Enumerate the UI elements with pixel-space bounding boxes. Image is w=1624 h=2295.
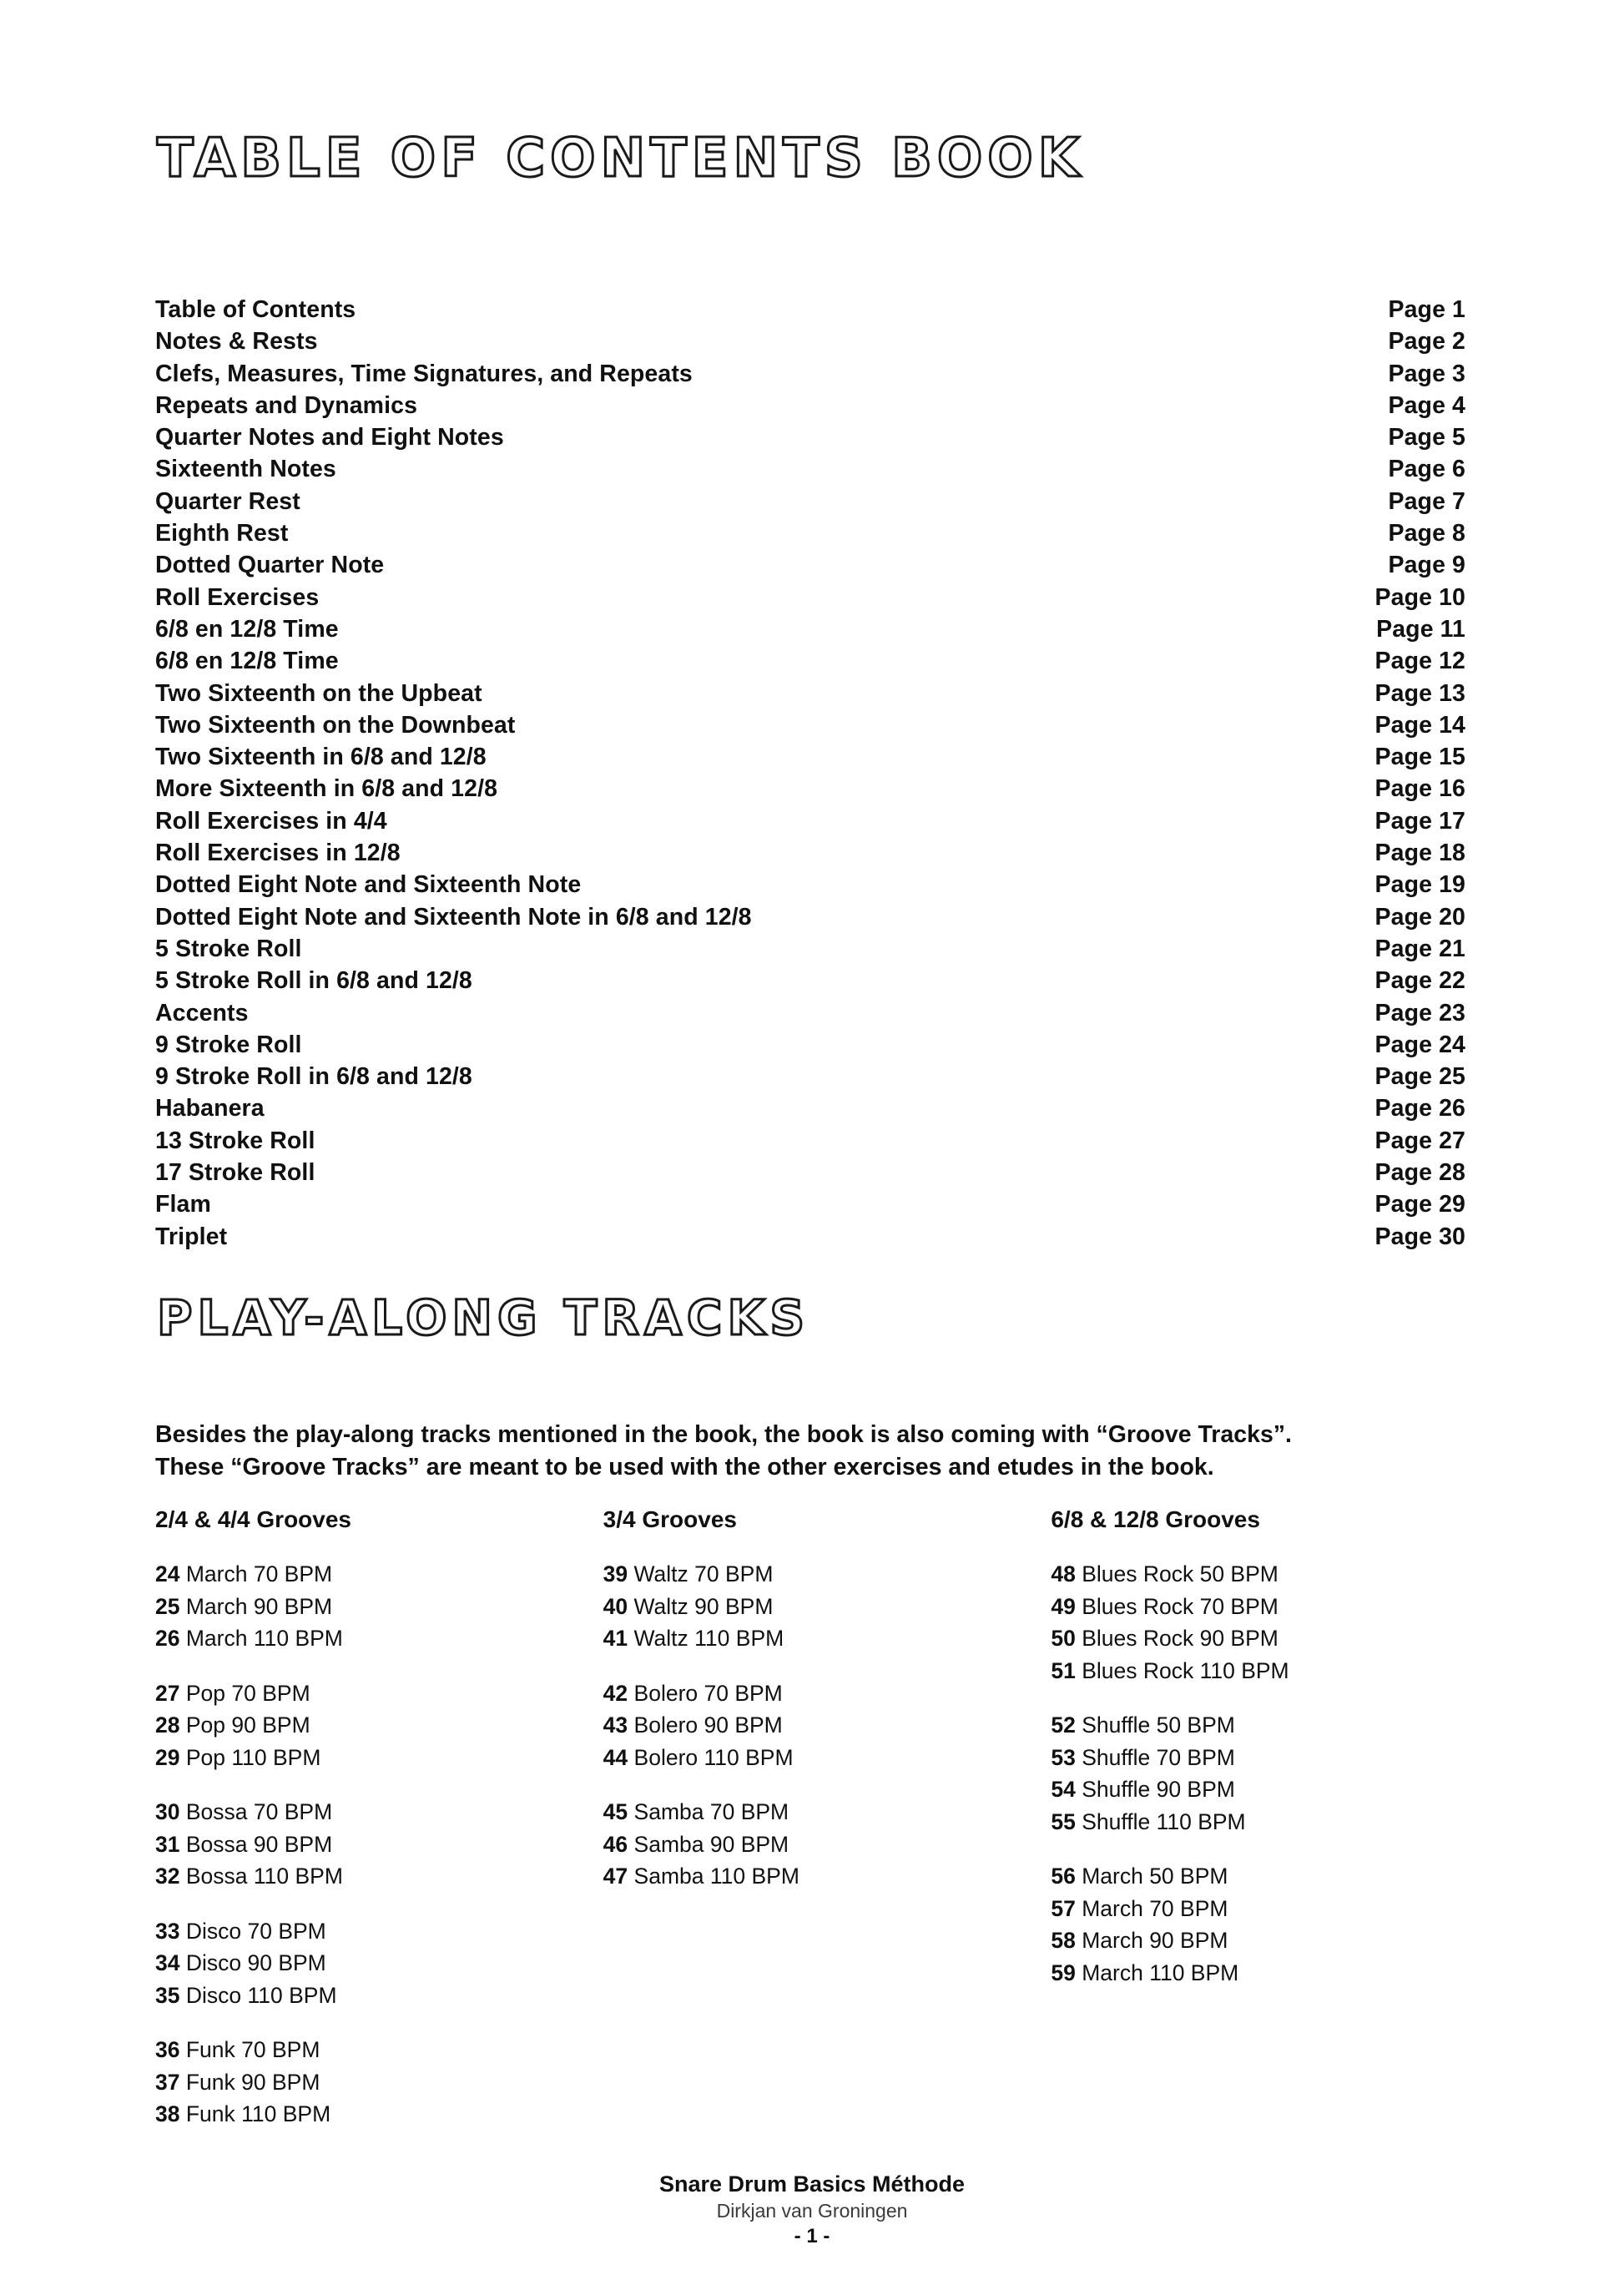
toc-entry-title: 6/8 en 12/8 Time: [155, 648, 339, 675]
track-number: 39: [603, 1561, 628, 1586]
toc-entry-page: Page 3: [1388, 360, 1465, 387]
list-item: [603, 1558, 1052, 1591]
track-number: 29: [155, 1744, 180, 1770]
groove-group: [603, 1677, 1052, 1774]
groove-column-title: 3/4 Grooves: [603, 1506, 737, 1532]
toc-entry-page: Page 14: [1374, 711, 1465, 739]
track-number: 41: [603, 1626, 628, 1651]
list-item: [1051, 1773, 1499, 1806]
table-row: [155, 1029, 1465, 1061]
table-row: [155, 453, 1465, 485]
toc-entry-title: Triplet: [155, 1223, 228, 1250]
track-number: 55: [1051, 1808, 1076, 1834]
list-item: [155, 1742, 603, 1774]
track-number: 30: [155, 1799, 180, 1824]
track-number: 48: [1051, 1561, 1076, 1586]
list-item: [1051, 1806, 1499, 1839]
track-number: 46: [603, 1831, 628, 1857]
toc-entry-title: 17 Stroke Roll: [155, 1159, 315, 1187]
table-row: [155, 1221, 1465, 1253]
toc-entry-page: Page 28: [1374, 1159, 1465, 1187]
toc-entry-page: Page 27: [1374, 1127, 1465, 1154]
toc-entry-title: 6/8 en 12/8 Time: [155, 615, 339, 643]
toc-entry-page: Page 16: [1374, 775, 1465, 803]
list-item: [1051, 1860, 1499, 1893]
track-number: 50: [1051, 1626, 1076, 1651]
toc-entry-page: Page 22: [1374, 967, 1465, 995]
toc-entry-title: 9 Stroke Roll: [155, 1031, 302, 1058]
toc-entry-title: Dotted Eight Note and Sixteenth Note: [155, 871, 582, 899]
table-row: [155, 869, 1465, 900]
list-item: [155, 1622, 603, 1655]
list-item: [155, 1558, 603, 1591]
track-label: Blues Rock 50 BPM: [1082, 1561, 1279, 1586]
track-label: Pop 110 BPM: [185, 1744, 321, 1770]
track-label: March 90 BPM: [1082, 1928, 1228, 1953]
table-row: [155, 421, 1465, 453]
toc-entry-title: Clefs, Measures, Time Signatures, and Repeats: [155, 360, 693, 387]
track-number: 59: [1051, 1960, 1076, 1985]
track-label: Bolero 70 BPM: [633, 1680, 783, 1706]
table-row: [155, 294, 1465, 325]
track-number: 35: [155, 1982, 180, 2008]
track-label: Pop 70 BPM: [185, 1680, 310, 1706]
toc-entry-title: Dotted Quarter Note: [155, 552, 385, 579]
track-label: Disco 90 BPM: [185, 1950, 326, 1975]
track-label: Shuffle 70 BPM: [1082, 1744, 1235, 1770]
toc-entry-title: Roll Exercises in 4/4: [155, 807, 387, 835]
list-item: [155, 2098, 603, 2131]
track-label: Disco 70 BPM: [185, 1918, 326, 1944]
toc-entry-title: 5 Stroke Roll in 6/8 and 12/8: [155, 967, 472, 995]
table-row: [155, 805, 1465, 837]
list-item: [603, 1828, 1052, 1861]
table-row: [155, 997, 1465, 1029]
toc-entry-title: Notes & Rests: [155, 328, 318, 356]
table-row: [155, 709, 1465, 741]
footer-author: Dirkjan van Groningen: [716, 2200, 908, 2222]
groove-group: [155, 1677, 603, 1774]
list-item: [1051, 1655, 1499, 1687]
track-label: Funk 70 BPM: [185, 2037, 320, 2062]
track-number: 58: [1051, 1928, 1076, 1953]
table-row: [155, 1188, 1465, 1220]
toc-entry-page: Page 9: [1388, 552, 1465, 579]
list-item: [155, 1915, 603, 1948]
toc-entry-page: Page 26: [1374, 1095, 1465, 1122]
track-label: Bolero 110 BPM: [633, 1744, 794, 1770]
list-item: [155, 1860, 603, 1893]
track-label: Funk 90 BPM: [185, 2069, 320, 2095]
groove-group: [603, 1558, 1052, 1655]
intro-line-1: Besides the play-along tracks mentioned in the book, the book is also coming with “Groove Tracks”.: [155, 1421, 1292, 1448]
groove-track-columns: [155, 1506, 1499, 2153]
list-item: [603, 1860, 1052, 1893]
track-label: Bossa 110 BPM: [185, 1864, 343, 1889]
toc-entry-title: Accents: [155, 999, 249, 1026]
track-number: 51: [1051, 1657, 1076, 1683]
toc-entry-title: Two Sixteenth on the Downbeat: [155, 711, 516, 739]
groove-group: [155, 1915, 603, 2012]
table-row: [155, 486, 1465, 517]
track-label: Bossa 90 BPM: [185, 1831, 333, 1857]
track-label: March 110 BPM: [185, 1626, 343, 1651]
toc-entry-page: Page 17: [1374, 807, 1465, 835]
track-label: Shuffle 90 BPM: [1082, 1777, 1235, 1802]
track-label: March 50 BPM: [1082, 1864, 1228, 1889]
table-row: [155, 645, 1465, 677]
track-label: March 70 BPM: [1082, 1895, 1228, 1921]
toc-entry-page: Page 19: [1374, 871, 1465, 899]
list-item: [1051, 1742, 1499, 1774]
track-label: Bolero 90 BPM: [633, 1712, 783, 1738]
list-item: [1051, 1957, 1499, 1990]
toc-entry-title: Habanera: [155, 1095, 265, 1122]
track-number: 28: [155, 1712, 180, 1738]
toc-entry-title: 9 Stroke Roll in 6/8 and 12/8: [155, 1063, 472, 1091]
toc-entry-title: Two Sixteenth in 6/8 and 12/8: [155, 744, 487, 771]
groove-column: [155, 1506, 603, 2153]
track-label: Pop 90 BPM: [185, 1712, 310, 1738]
toc-entry-page: Page 2: [1388, 328, 1465, 356]
groove-group: [603, 1796, 1052, 1893]
track-number: 44: [603, 1744, 628, 1770]
track-number: 27: [155, 1680, 180, 1706]
table-row: [155, 837, 1465, 869]
groove-column-title: 2/4 & 4/4 Grooves: [155, 1506, 352, 1532]
groove-group: [155, 1558, 603, 1655]
track-number: 47: [603, 1864, 628, 1889]
track-number: 57: [1051, 1895, 1076, 1921]
toc-entry-page: Page 21: [1374, 935, 1465, 962]
track-label: Waltz 110 BPM: [633, 1626, 784, 1651]
toc-entry-page: Page 4: [1388, 391, 1465, 419]
toc-entry-page: Page 6: [1388, 456, 1465, 483]
list-item: [155, 1796, 603, 1828]
table-row: [155, 390, 1465, 421]
table-row: [155, 933, 1465, 965]
table-row: [155, 1061, 1465, 1092]
toc-entry-page: Page 30: [1374, 1223, 1465, 1250]
track-label: Shuffle 110 BPM: [1082, 1808, 1246, 1834]
groove-group: [155, 2034, 603, 2131]
track-label: Blues Rock 70 BPM: [1082, 1593, 1279, 1619]
groove-column: [1051, 1506, 1499, 2153]
list-item: [1051, 1558, 1499, 1591]
groove-group: [1051, 1860, 1499, 1989]
groove-group: [155, 1796, 603, 1893]
list-item: [1051, 1709, 1499, 1742]
toc-entry-title: Eighth Rest: [155, 520, 289, 547]
list-item: [1051, 1622, 1499, 1655]
list-item: [155, 1828, 603, 1861]
table-row: [155, 965, 1465, 996]
track-number: 31: [155, 1831, 180, 1857]
play-along-intro: [155, 1419, 1474, 1484]
table-row: [155, 678, 1465, 709]
toc-entry-title: Dotted Eight Note and Sixteenth Note in 6/8 and 12/8: [155, 903, 752, 931]
toc-entry-title: 5 Stroke Roll: [155, 935, 302, 962]
page-footer: [0, 2170, 1624, 2250]
groove-group: [1051, 1558, 1499, 1687]
toc-entry-page: Page 25: [1374, 1063, 1465, 1091]
toc-entry-page: Page 10: [1374, 583, 1465, 611]
track-number: 56: [1051, 1864, 1076, 1889]
track-number: 32: [155, 1864, 180, 1889]
toc-entry-page: Page 11: [1376, 615, 1465, 643]
toc-entry-page: Page 13: [1374, 679, 1465, 707]
list-item: [603, 1677, 1052, 1710]
track-label: Funk 110 BPM: [185, 2101, 331, 2126]
track-label: Samba 70 BPM: [633, 1799, 789, 1824]
track-label: March 90 BPM: [185, 1593, 333, 1619]
toc-entry-title: Roll Exercises in 12/8: [155, 840, 401, 867]
track-label: Samba 90 BPM: [633, 1831, 789, 1857]
list-item: [155, 2034, 603, 2066]
groove-group: [1051, 1709, 1499, 1838]
track-number: 25: [155, 1593, 180, 1619]
track-number: 36: [155, 2037, 180, 2062]
table-of-contents-list: [155, 294, 1465, 1253]
table-row: [155, 741, 1465, 773]
table-row: [155, 549, 1465, 581]
table-row: [155, 773, 1465, 805]
table-row: [155, 613, 1465, 645]
list-item: [1051, 1591, 1499, 1623]
section-title-play-along-tracks: PLAY-ALONG TRACKS: [157, 1289, 810, 1346]
table-row: [155, 358, 1465, 390]
track-number: 42: [603, 1680, 628, 1706]
list-item: [1051, 1924, 1499, 1957]
table-row: [155, 325, 1465, 357]
table-row: [155, 1092, 1465, 1124]
groove-column-title: 6/8 & 12/8 Grooves: [1051, 1506, 1260, 1532]
list-item: [155, 2066, 603, 2099]
track-number: 43: [603, 1712, 628, 1738]
toc-entry-title: Two Sixteenth on the Upbeat: [155, 679, 482, 707]
page-title-table-of-contents: TABLE OF CONTENTS BOOK: [157, 128, 1085, 189]
toc-entry-title: More Sixteenth in 6/8 and 12/8: [155, 775, 498, 803]
track-number: 45: [603, 1799, 628, 1824]
track-number: 54: [1051, 1777, 1076, 1802]
toc-entry-title: Repeats and Dynamics: [155, 391, 418, 419]
track-number: 33: [155, 1918, 180, 1944]
toc-entry-page: Page 20: [1374, 903, 1465, 931]
track-label: Bossa 70 BPM: [185, 1799, 333, 1824]
list-item: [603, 1622, 1052, 1655]
track-number: 34: [155, 1950, 180, 1975]
track-label: Blues Rock 110 BPM: [1082, 1657, 1289, 1683]
track-number: 53: [1051, 1744, 1076, 1770]
track-label: Waltz 70 BPM: [633, 1561, 774, 1586]
track-label: Samba 110 BPM: [633, 1864, 799, 1889]
table-row: [155, 1125, 1465, 1157]
list-item: [603, 1709, 1052, 1742]
toc-entry-page: Page 15: [1374, 744, 1465, 771]
track-label: Shuffle 50 BPM: [1082, 1712, 1235, 1738]
track-number: 40: [603, 1593, 628, 1619]
toc-entry-page: Page 8: [1388, 520, 1465, 547]
track-number: 26: [155, 1626, 180, 1651]
list-item: [155, 1677, 603, 1710]
toc-entry-page: Page 7: [1388, 487, 1465, 515]
track-number: 37: [155, 2069, 180, 2095]
table-row: [155, 517, 1465, 549]
toc-entry-page: Page 18: [1374, 840, 1465, 867]
toc-entry-page: Page 1: [1388, 296, 1465, 323]
track-number: 49: [1051, 1593, 1076, 1619]
table-row: [155, 901, 1465, 933]
list-item: [155, 1709, 603, 1742]
toc-entry-page: Page 23: [1374, 999, 1465, 1026]
intro-line-2: These “Groove Tracks” are meant to be used with the other exercises and etudes in the book.: [155, 1454, 1214, 1480]
toc-entry-page: Page 12: [1374, 648, 1465, 675]
toc-entry-title: Quarter Notes and Eight Notes: [155, 424, 504, 451]
track-label: Blues Rock 90 BPM: [1082, 1626, 1279, 1651]
toc-entry-title: Sixteenth Notes: [155, 456, 336, 483]
track-number: 38: [155, 2101, 180, 2126]
list-item: [1051, 1893, 1499, 1925]
track-label: March 70 BPM: [185, 1561, 333, 1586]
toc-entry-title: Roll Exercises: [155, 583, 320, 611]
list-item: [155, 1947, 603, 1980]
groove-column: [603, 1506, 1052, 2153]
table-row: [155, 582, 1465, 613]
track-number: 24: [155, 1561, 180, 1586]
toc-entry-title: Table of Contents: [155, 296, 356, 323]
list-item: [603, 1796, 1052, 1828]
toc-entry-title: 13 Stroke Roll: [155, 1127, 315, 1154]
track-label: Waltz 90 BPM: [633, 1593, 774, 1619]
toc-entry-title: Flam: [155, 1191, 211, 1218]
list-item: [155, 1591, 603, 1623]
footer-page-number: - 1 -: [794, 2225, 830, 2247]
list-item: [603, 1591, 1052, 1623]
list-item: [155, 1980, 603, 2012]
toc-entry-title: Quarter Rest: [155, 487, 300, 515]
toc-entry-page: Page 24: [1374, 1031, 1465, 1058]
list-item: [603, 1742, 1052, 1774]
toc-entry-page: Page 5: [1388, 424, 1465, 451]
footer-book-title: Snare Drum Basics Méthode: [658, 2171, 966, 2197]
track-label: Disco 110 BPM: [185, 1982, 337, 2008]
table-row: [155, 1157, 1465, 1188]
track-label: March 110 BPM: [1082, 1960, 1239, 1985]
track-number: 52: [1051, 1712, 1076, 1738]
toc-entry-page: Page 29: [1374, 1191, 1465, 1218]
